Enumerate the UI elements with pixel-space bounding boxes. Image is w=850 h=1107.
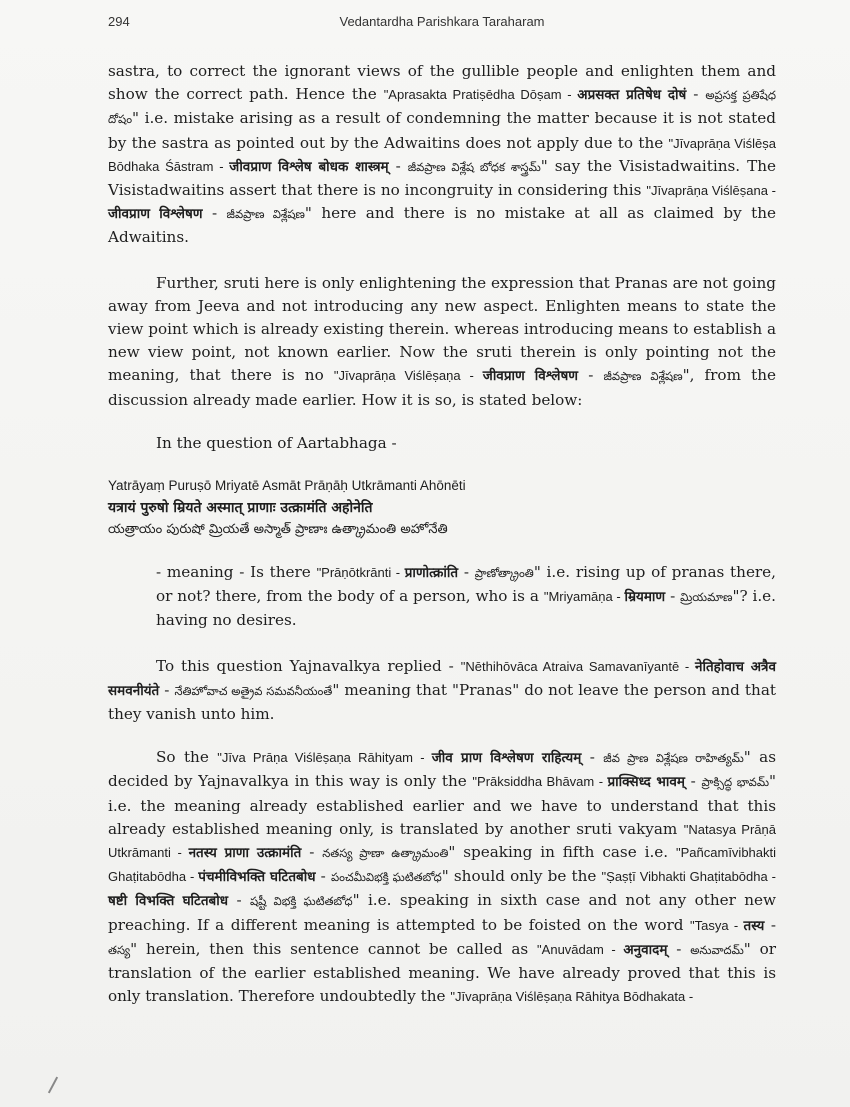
separator: - — [202, 204, 227, 223]
transliteration: "Mriyamāṇa - — [543, 589, 625, 605]
telugu-term: తస్య — [108, 942, 131, 957]
transliteration: "Prāṇōtkrānti - — [316, 565, 405, 581]
paragraph-4 — [108, 561, 776, 633]
transliteration: "Jīva Prāṇa Viślēṣaṇa Rāhityam - — [217, 750, 432, 766]
text: " i.e. rising up of pranas there, or not? there, from the body of a person, who is a — [156, 563, 777, 606]
separator: - — [159, 680, 175, 699]
telugu-term: జీవప్రాణ విశ్లేష బోధక శాస్త్రమ్ — [407, 159, 541, 174]
text: " i.e. mistake arising as a result of condemning the matter because it is not stated by the sastra as pointed out by the Adwaitins does not apply due to the — [108, 109, 776, 152]
transliteration: "Natasya Prāṇā Utkrāmanti - — [108, 821, 776, 861]
devanagari-term: प्राणोत्क्रांति — [404, 565, 459, 582]
text: " or translation of the earlier established meaning. We have already proved that this is only translation. Therefore undoubtedly the — [108, 939, 777, 1006]
transliteration: "Anuvādam - — [537, 941, 624, 957]
transliteration: "Aprasakta Pratiṣēdha Dōṣam - — [383, 87, 578, 103]
telugu-term: నతస్య ప్రాణా ఉత్క్రామంతి — [322, 846, 449, 861]
verse-devanagari: यत्रायं पुरुषो म्रियते अस्मात् प्राणाः उत्क्रामंति अहोनेति — [108, 500, 373, 517]
text: - meaning - Is there — [156, 563, 317, 582]
devanagari-term: नतस्य प्राणा उत्क्रामंति — [188, 845, 302, 862]
pen-mark — [48, 1077, 58, 1094]
text: " i.e. speaking in sixth case and not any other new preaching. If a different meaning is attempted to be foisted on the word — [108, 891, 776, 934]
devanagari-term: तस्य — [743, 917, 765, 934]
transliteration: "Jīvaprāṇa Viślēṣaṇa - — [333, 368, 483, 384]
telugu-term: ప్రాణోత్క్రాంతి — [474, 566, 534, 581]
devanagari-term: अनुवादम् — [623, 941, 668, 958]
text: " say the Visistadwaitins. The Visistadwaitins assert that there is no incongruity in considering this — [108, 156, 776, 200]
separator: - — [315, 867, 331, 886]
telugu-term: జీవ ప్రాణ విశ్లేషణ రాహిత్యమ్ — [603, 751, 744, 766]
text: To this question Yajnavalkya replied - — [156, 656, 461, 675]
transliteration: "Jīvaprāṇa Viślēṣaṇa Rāhitya Bōdhakata - — [450, 989, 694, 1005]
separator: - — [578, 366, 604, 385]
page-body — [108, 60, 776, 1009]
separator: - — [301, 843, 323, 862]
devanagari-term: नेतिहोवाच अत्रैव समवनीयंते — [108, 658, 776, 699]
text: Further, sruti here is only enlightening the expression that Pranas are not going away from Jeeva and not introducing any new aspect. Enlighten means to state the view point which is already existing therein. whereas introducing means to establish a new view point, not known earlier. Now the sruti therein is only pointing not the meaning, that there is no — [108, 273, 776, 385]
page-header — [108, 14, 776, 34]
transliteration: "Ṣaṣṭī Vibhakti Ghaṭitabōdha - — [601, 869, 776, 885]
transliteration: "Tasya - — [690, 917, 744, 933]
devanagari-term: पंचमीविभक्ति घटितबोध — [198, 869, 316, 886]
devanagari-term: अप्रसक्त प्रतिषेध दोषं — [577, 87, 687, 104]
telugu-term: షష్టీ విభక్తి ఘటితబోధ — [249, 894, 353, 909]
text: In the question of Aartabhaga - — [156, 433, 397, 452]
telugu-term: జీవప్రాణ విశ్లేషణ — [603, 369, 683, 384]
separator: - — [458, 563, 475, 582]
devanagari-term: म्रियमाण — [624, 589, 666, 606]
telugu-term: ప్రాక్సిద్ధ భావమ్ — [701, 775, 770, 790]
separator: - — [764, 915, 776, 934]
paragraph-5 — [108, 655, 776, 727]
separator: - — [684, 772, 702, 791]
text: sastra, to correct the ignorant views of the gullible people and enlighten them and show the correct path. Hence the — [108, 62, 776, 104]
running-title: Vedantardha Parishkara Taraharam — [339, 14, 545, 29]
text: ", from the discussion already made earlier. How it is so, is stated below: — [108, 366, 776, 409]
transliteration: "Pañcamīvibhakti Ghaṭitabōdha - — [108, 845, 777, 885]
separator: - — [667, 939, 691, 958]
devanagari-term: जीवप्राण विश्लेषण — [482, 368, 579, 385]
transliteration: "Jīvaprāṇa Viślēṣana - — [646, 183, 776, 199]
paragraph-6 — [108, 746, 776, 1008]
text: " i.e. the meaning already established earlier and we have to understand that this already established meaning only, is translated by another sruti vakyam — [108, 772, 777, 838]
text: " as decided by Yajnavalkya in this way is only the — [108, 748, 777, 791]
telugu-term: అనువాదమ్ — [690, 942, 744, 957]
verse-block — [108, 475, 776, 541]
text: "? i.e. having no desires. — [156, 587, 777, 630]
devanagari-term: जीवप्राण विश्लेषण — [108, 206, 203, 223]
text: " speaking in fifth case i.e. — [448, 843, 677, 862]
text: " should only be the — [441, 867, 602, 886]
paragraph-3 — [108, 432, 776, 455]
telugu-term: జీవప్రాణ విశ్లేషణ — [226, 207, 305, 222]
paragraph-1 — [108, 60, 776, 250]
text: " here and there is no mistake at all as claimed by the Adwaitins. — [108, 204, 776, 247]
text: " herein, then this sentence cannot be called as — [130, 939, 538, 958]
page-number: 294 — [108, 14, 130, 29]
separator: - — [665, 587, 681, 606]
devanagari-term: प्राक्सिध्द भावम् — [607, 774, 685, 791]
separator: - — [581, 748, 604, 767]
devanagari-term: जीव प्राण विश्लेषण राहित्यम् — [431, 750, 582, 767]
transliteration: "Prāksiddha Bhāvam - — [472, 774, 608, 790]
transliteration: "Nēthihōvāca Atraiva Samavanīyantē - — [460, 658, 695, 674]
telugu-term: అప్రసక్త ప్రతిషేధ దోషం — [108, 88, 776, 127]
telugu-term: పంచమీవిభక్తి ఘటితబోధ — [330, 870, 442, 885]
separator: - — [686, 85, 706, 104]
verse-telugu: యత్రాయం పురుషో మ్రియతే అస్మాత్ ప్రాణాః ఉత్క్రామంతి అహోనేతి — [108, 522, 448, 538]
paragraph-2 — [108, 272, 776, 412]
text: " meaning that "Pranas" do not leave the person and that they vanish unto him. — [108, 680, 776, 724]
separator: - — [388, 156, 408, 175]
transliteration: "Jīvaprāṇa Viślēṣa Bōdhaka Śāstram - — [108, 135, 776, 174]
text: So the — [156, 748, 218, 767]
telugu-term: నేతిహోవాచ అత్రైవ సమవనీయంతే — [174, 683, 333, 698]
separator: - — [228, 891, 250, 910]
devanagari-term: षष्टी विभक्ति घटितबोध — [108, 893, 229, 910]
telugu-term: మ్రియమాణ — [680, 590, 733, 605]
verse-roman: Yatrāyaṃ Puruṣō Mriyatē Asmāt Prāṇāḥ Utkrāmanti Ahōnēti — [108, 478, 466, 494]
devanagari-term: जीवप्राण विश्लेष बोधक शास्त्रम् — [229, 158, 389, 175]
